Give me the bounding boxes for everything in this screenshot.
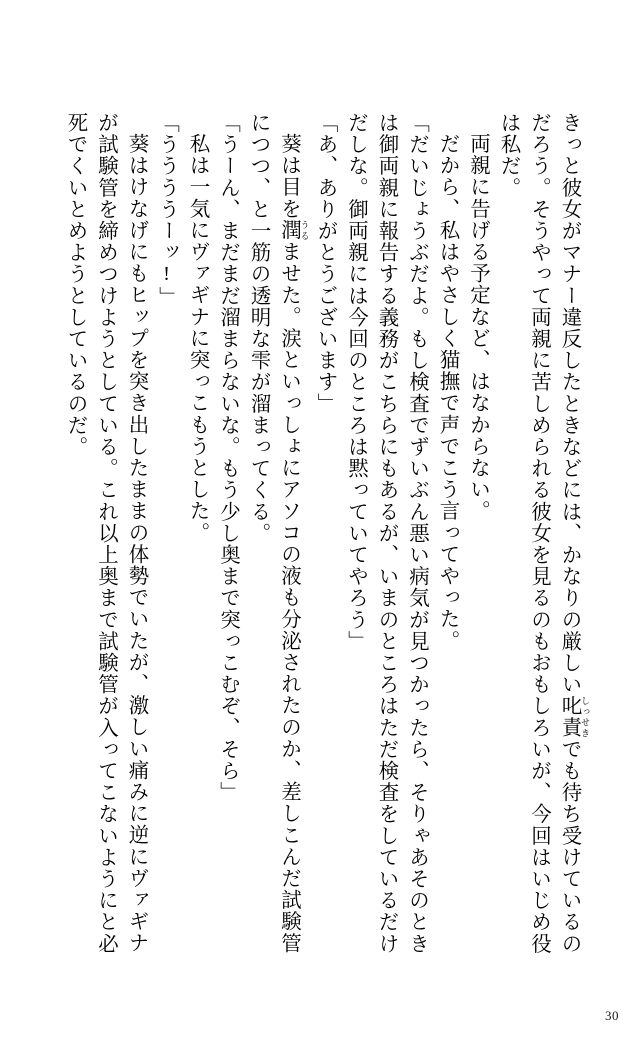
paragraph: きっと彼女がマナー違反したときなどには、かなりの厳しい叱責 しっせきでも待ち受けているのだろう。そうやって両親に苦しめられる彼女を見るのもおもしろいが、今回はいじめ役は私だ。 <box>497 112 590 955</box>
page-number: 30 <box>605 1008 619 1023</box>
paragraph: 「あ、ありがとうございます」 <box>314 112 336 415</box>
paragraph: 「うーん、まだまだ溜まらないな。もう少し奥まで突っこむぞ、そら」 <box>216 112 239 804</box>
paragraph: だから、私はやさしく猫撫で声でこう言ってやった。 <box>436 132 458 651</box>
body-text-vertical <box>60 112 590 972</box>
paragraph: 私は一気にヴァギナに突っこもうとした。 <box>186 132 208 543</box>
paragraph: 両親に告げる予定など、はなからない。 <box>466 132 489 522</box>
paragraph: 葵はけなげにもヒップを突き出したままの体勢でいたが、激しい痛みに逆にヴァギナが試験管を締めつけようとしている。これ以上奥まで試験管が入ってこないようにと必死でくいとめようとしているのだ。 <box>64 112 147 955</box>
ruby-annotation: 叱責 しっせき <box>558 695 590 739</box>
ruby-annotation: 潤 うる <box>277 218 310 241</box>
paragraph: 葵は目を潤 うるませた。涙といっしょにアソコの液も分泌されたのか、差しこんだ試験管につつ、と一筋の透明な雫が溜まってくる。 <box>247 112 310 954</box>
paragraph: 「だいじょうぶだよ。もし検査でずいぶん悪い病気が見つかったら、そりゃあそのときは御両親に報告する義務がこちらにもあるが、いまのところはただ検査をしているだけだしな。御両親には今回のところは黙っていてやろう」 <box>344 112 428 955</box>
paragraph: 「ううううーッ!」 <box>155 112 178 308</box>
